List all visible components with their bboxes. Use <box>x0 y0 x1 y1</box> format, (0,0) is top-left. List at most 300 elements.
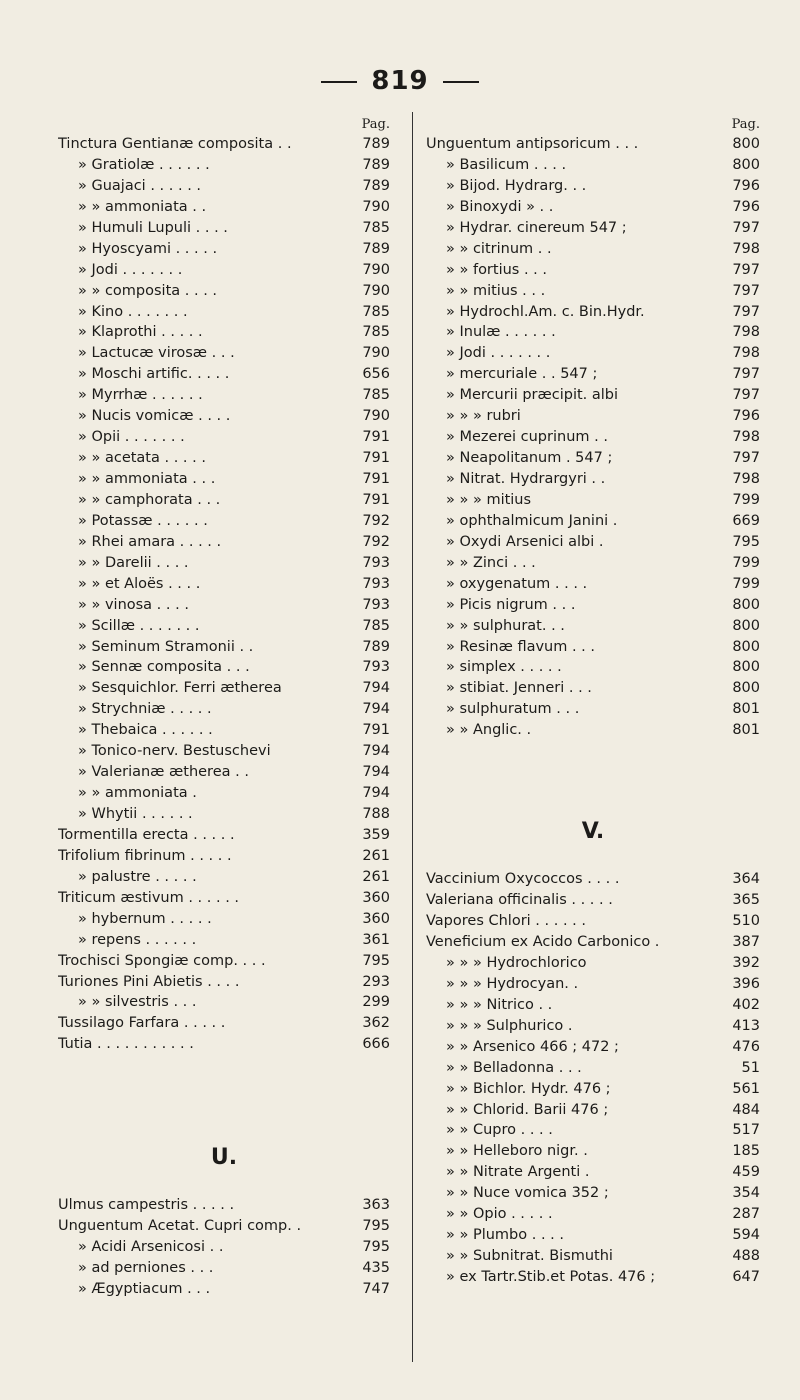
entry-text: » » Opio . . . . . <box>446 1206 553 1223</box>
page-number: 819 <box>371 66 429 96</box>
entry-text: » » Zinci . . . <box>446 554 536 571</box>
entry-page: 795 <box>362 952 390 969</box>
index-entry <box>58 239 390 260</box>
entry-text: » Lactucæ virosæ . . . <box>78 345 235 362</box>
index-entry <box>58 343 390 364</box>
index-entry <box>58 197 390 218</box>
index-entry <box>58 1195 390 1216</box>
index-entry <box>426 1120 760 1141</box>
entry-page: 789 <box>362 638 390 655</box>
entry-text: » » Arsenico 466 ; 472 ; <box>446 1038 619 1055</box>
entry-page: 798 <box>732 324 760 341</box>
entry-text: » » » rubri <box>446 408 521 425</box>
index-entry <box>58 888 390 909</box>
index-entry <box>58 406 390 427</box>
entry-text: » Tonico-nerv. Bestuschevi <box>78 743 271 760</box>
entry-page: 360 <box>362 910 390 927</box>
entry-page: 794 <box>362 701 390 718</box>
index-entry <box>58 281 390 302</box>
column-divider <box>412 112 413 1362</box>
entry-page: 396 <box>732 975 760 992</box>
entry-page: 797 <box>732 387 760 404</box>
entry-page: 800 <box>732 680 760 697</box>
index-entry <box>58 846 390 867</box>
index-entry <box>58 490 390 511</box>
index-entry <box>58 260 390 281</box>
entry-text: » Hydrochl.Am. c. Bin.Hydr. <box>446 303 645 320</box>
entry-page: 392 <box>732 954 760 971</box>
index-entry <box>426 1037 760 1058</box>
entry-text: » oxygenatum . . . . <box>446 575 588 592</box>
entry-text: Tussilago Farfara . . . . . <box>58 1015 226 1032</box>
entry-page: 797 <box>732 303 760 320</box>
entry-page: 795 <box>362 1218 390 1235</box>
entry-page: 790 <box>362 282 390 299</box>
index-entry <box>58 532 390 553</box>
entry-text: » Klaprothi . . . . . <box>78 324 203 341</box>
index-entry <box>58 134 390 155</box>
entry-text: » Nitrat. Hydrargyri . . <box>446 471 606 487</box>
index-entry <box>58 1216 390 1237</box>
entry-text: » Jodi . . . . . . . <box>446 345 551 362</box>
entry-text: » Sesquichlor. Ferri ætherea <box>78 680 282 697</box>
entry-text: » Rhei amara . . . . . <box>78 533 222 550</box>
entry-page: 517 <box>732 1122 760 1139</box>
index-entry <box>58 992 390 1013</box>
entry-text: » ex Tartr.Stib.et Potas. 476 ; <box>446 1269 656 1285</box>
index-entry <box>426 911 760 932</box>
entry-text: » » Darelii . . . . <box>78 554 189 571</box>
index-entry <box>426 302 760 323</box>
index-entry <box>58 302 390 323</box>
entry-page: 789 <box>362 240 390 257</box>
entry-text: » Myrrhæ . . . . . . <box>78 387 203 404</box>
index-entry <box>426 616 760 637</box>
entry-page: 359 <box>362 826 390 843</box>
entry-text: » Guajaci . . . . . . <box>78 177 202 194</box>
index-entry <box>58 720 390 741</box>
right-entries-2 <box>426 869 760 1288</box>
entry-text: » Thebaica . . . . . . <box>78 722 213 739</box>
index-entry <box>58 972 390 993</box>
header-dash-right <box>443 81 479 83</box>
entry-text: » Hydrar. cinereum 547 ; <box>446 219 627 236</box>
entry-text: » » fortius . . . <box>446 261 548 278</box>
entry-page: 666 <box>362 1036 390 1053</box>
entry-page: 785 <box>362 219 390 236</box>
index-entry <box>58 364 390 385</box>
index-entry <box>426 532 760 553</box>
index-entry <box>58 176 390 197</box>
entry-text: Unguentum antipsoricum . . . <box>426 136 639 152</box>
index-entry <box>426 176 760 197</box>
index-entry <box>426 1246 760 1267</box>
entry-page: 789 <box>362 177 390 194</box>
index-entry <box>426 932 760 953</box>
entry-page: 792 <box>362 512 390 529</box>
index-entry <box>426 869 760 890</box>
index-entry <box>58 951 390 972</box>
index-entry <box>426 281 760 302</box>
entry-text: » » silvestris . . . <box>78 994 197 1011</box>
entry-text: » » Anglic. . <box>446 722 532 739</box>
entry-page: 364 <box>732 871 760 888</box>
entry-page: 488 <box>732 1248 760 1265</box>
entry-page: 799 <box>732 575 760 592</box>
entry-page: 797 <box>732 366 760 383</box>
entry-page: 791 <box>362 471 390 487</box>
entry-text: » Inulæ . . . . . . <box>446 324 556 341</box>
entry-page: 796 <box>732 408 760 425</box>
entry-page: 785 <box>362 617 390 634</box>
entry-page: 798 <box>732 471 760 487</box>
entry-text: » Seminum Stramonii . . <box>78 638 254 655</box>
entry-text: » » vinosa . . . . <box>78 596 189 613</box>
entry-page: 476 <box>732 1038 760 1055</box>
entry-page: 797 <box>732 219 760 236</box>
index-entry <box>426 1141 760 1162</box>
entry-page: 510 <box>732 913 760 930</box>
index-entry <box>426 1225 760 1246</box>
entry-text: Valeriana officinalis . . . . . <box>426 892 613 909</box>
entry-text: » simplex . . . . . <box>446 659 562 676</box>
entry-page: 791 <box>362 450 390 467</box>
entry-page: 484 <box>732 1101 760 1118</box>
entry-page: 801 <box>732 722 760 739</box>
entry-text: » ad perniones . . . <box>78 1260 214 1277</box>
entry-text: Veneficium ex Acido Carbonico . <box>426 934 660 950</box>
entry-page: 365 <box>732 892 760 909</box>
index-entry <box>58 616 390 637</box>
entry-page: 791 <box>362 429 390 446</box>
index-entry <box>58 930 390 951</box>
entry-text: » » ammoniata . . . <box>78 471 216 487</box>
index-entry <box>426 511 760 532</box>
index-entry <box>58 469 390 490</box>
entry-page: 793 <box>362 596 390 613</box>
entry-text: » » ammoniata . <box>78 785 197 802</box>
entry-text: Tormentilla erecta . . . . . <box>58 826 235 843</box>
index-entry <box>58 1013 390 1034</box>
index-entry <box>58 574 390 595</box>
index-entry <box>426 260 760 281</box>
index-entry <box>426 1058 760 1079</box>
index-entry <box>426 657 760 678</box>
entry-text: » » Chlorid. Barii 476 ; <box>446 1101 609 1118</box>
entry-text: » Neapolitanum . 547 ; <box>446 450 613 467</box>
index-entry <box>58 595 390 616</box>
entry-page: 801 <box>732 701 760 718</box>
entry-page: 360 <box>362 889 390 906</box>
entry-page: 793 <box>362 575 390 592</box>
entry-text: » » sulphurat. . . <box>446 617 565 634</box>
entry-text: » » Belladonna . . . <box>446 1059 582 1076</box>
entry-text: » » » Nitrico . . <box>446 996 553 1013</box>
entry-page: 402 <box>732 996 760 1013</box>
index-entry <box>426 678 760 699</box>
entry-page: 299 <box>362 994 390 1011</box>
entry-page: 387 <box>732 934 760 950</box>
entry-page: 793 <box>362 659 390 676</box>
entry-text: Ulmus campestris . . . . . <box>58 1197 235 1214</box>
index-entry <box>58 155 390 176</box>
entry-page: 363 <box>362 1197 390 1214</box>
entry-text: » stibiat. Jenneri . . . <box>446 680 592 697</box>
entry-page: 794 <box>362 785 390 802</box>
entry-text: » sulphuratum . . . <box>446 701 580 718</box>
right-spacer <box>426 741 760 793</box>
entry-page: 354 <box>732 1185 760 1202</box>
entry-text: » » Helleboro nigr. . <box>446 1143 588 1160</box>
entry-text: » » ammoniata . . <box>78 198 207 215</box>
entry-page: 261 <box>362 868 390 885</box>
entry-text: » Gratiolæ . . . . . . <box>78 156 210 173</box>
page-header <box>0 66 800 96</box>
index-entry <box>426 364 760 385</box>
index-entry <box>426 406 760 427</box>
entry-page: 800 <box>732 156 760 173</box>
entry-page: 789 <box>362 156 390 173</box>
entry-page: 796 <box>732 198 760 215</box>
left-column <box>58 116 390 1300</box>
entry-text: » Sennæ composita . . . <box>78 659 250 676</box>
index-entry <box>426 574 760 595</box>
index-entry <box>426 553 760 574</box>
left-entries <box>58 134 390 1055</box>
index-entry <box>426 699 760 720</box>
entry-page: 798 <box>732 240 760 257</box>
entry-page: 261 <box>362 847 390 864</box>
entry-page: 435 <box>362 1260 390 1277</box>
entry-text: » Basilicum . . . . <box>446 156 567 173</box>
index-entry <box>426 890 760 911</box>
index-entry <box>58 322 390 343</box>
pag-label-left: Pag. <box>361 117 390 132</box>
index-entry <box>58 825 390 846</box>
entry-page: 185 <box>732 1143 760 1160</box>
entry-text: » » » mitius <box>446 491 532 508</box>
left-entries-2 <box>58 1195 390 1300</box>
entry-text: » » composita . . . . <box>78 282 218 299</box>
section-letter-u: U. <box>210 1145 238 1171</box>
entry-page: 794 <box>362 743 390 760</box>
index-entry <box>426 1079 760 1100</box>
entry-text: » ophthalmicum Janini . <box>446 512 618 529</box>
entry-page: 790 <box>362 261 390 278</box>
index-entry <box>58 1034 390 1055</box>
entry-text: » Scillæ . . . . . . . <box>78 617 200 634</box>
entry-text: » Ægyptiacum . . . <box>78 1281 211 1297</box>
entry-page: 797 <box>732 261 760 278</box>
index-entry <box>426 1204 760 1225</box>
entry-page: 413 <box>732 1017 760 1034</box>
entry-text: Unguentum Acetat. Cupri comp. . <box>58 1218 302 1235</box>
entry-text: Trifolium fibrinum . . . . . <box>58 847 232 864</box>
index-entry <box>58 448 390 469</box>
entry-page: 293 <box>362 973 390 990</box>
entry-page: 800 <box>732 659 760 676</box>
entry-text: Tutia . . . . . . . . . . . <box>58 1036 194 1053</box>
entry-text: » » Cupro . . . . <box>446 1122 553 1139</box>
index-entry <box>58 427 390 448</box>
index-entry <box>426 490 760 511</box>
entry-page: 794 <box>362 680 390 697</box>
entry-text: » » camphorata . . . <box>78 491 221 508</box>
index-entry <box>426 218 760 239</box>
entry-page: 459 <box>732 1164 760 1181</box>
index-entry <box>426 1016 760 1037</box>
entry-text: » Resinæ flavum . . . <box>446 638 596 655</box>
entry-page: 362 <box>362 1015 390 1032</box>
entry-page: 791 <box>362 491 390 508</box>
section-letter-v: V. <box>581 819 605 845</box>
index-entry <box>426 1162 760 1183</box>
entry-page: 791 <box>362 722 390 739</box>
entry-page: 747 <box>362 1281 390 1297</box>
index-entry <box>426 385 760 406</box>
index-entry <box>426 197 760 218</box>
entry-page: 287 <box>732 1206 760 1223</box>
entry-page: 647 <box>732 1269 760 1285</box>
index-entry <box>58 867 390 888</box>
entry-text: » Kino . . . . . . . <box>78 303 188 320</box>
entry-page: 790 <box>362 408 390 425</box>
index-entry <box>58 741 390 762</box>
index-entry <box>426 427 760 448</box>
index-entry <box>426 974 760 995</box>
entry-page: 798 <box>732 429 760 446</box>
entry-text: » » citrinum . . <box>446 240 552 257</box>
entry-text: » Jodi . . . . . . . <box>78 261 183 278</box>
entry-page: 669 <box>732 512 760 529</box>
entry-text: » Opii . . . . . . . <box>78 429 185 446</box>
entry-page: 594 <box>732 1227 760 1244</box>
entry-text: » Oxydi Arsenici albi . <box>446 533 604 550</box>
entry-page: 561 <box>732 1080 760 1097</box>
index-entry <box>426 134 760 155</box>
left-spacer <box>58 1055 390 1119</box>
entry-page: 361 <box>362 931 390 948</box>
index-entry <box>58 909 390 930</box>
entry-page: 798 <box>732 345 760 362</box>
entry-text: » Humuli Lupuli . . . . <box>78 219 228 236</box>
index-entry <box>58 762 390 783</box>
entry-text: Vapores Chlori . . . . . . <box>426 913 586 930</box>
index-entry <box>58 678 390 699</box>
index-entry <box>58 699 390 720</box>
entry-text: Trochisci Spongiæ comp. . . . <box>58 952 266 969</box>
entry-page: 785 <box>362 387 390 404</box>
entry-text: » » » Hydrocyan. . <box>446 975 579 992</box>
index-entry <box>58 637 390 658</box>
entry-text: » » » Hydrochlorico <box>446 954 587 971</box>
entry-text: » » » Sulphurico . <box>446 1017 573 1034</box>
entry-text: » » mitius . . . <box>446 282 546 299</box>
entry-text: » Potassæ . . . . . . <box>78 512 208 529</box>
index-entry <box>58 218 390 239</box>
entry-page: 785 <box>362 303 390 320</box>
entry-text: » » Bichlor. Hydr. 476 ; <box>446 1080 611 1097</box>
index-entry <box>58 385 390 406</box>
index-entry <box>426 995 760 1016</box>
entry-text: » Moschi artific. . . . . <box>78 366 230 383</box>
entry-text: » Nucis vomicæ . . . . <box>78 408 231 425</box>
entry-text: » Bijod. Hydrarg. . . <box>446 177 587 194</box>
entry-text: » Mezerei cuprinum . . <box>446 429 608 446</box>
index-entry <box>426 239 760 260</box>
index-entry <box>426 155 760 176</box>
entry-text: Tinctura Gentianæ composita . . <box>58 136 292 152</box>
entry-text: » Hyoscyami . . . . . <box>78 240 218 257</box>
index-entry <box>426 1267 760 1288</box>
entry-text: » » Subnitrat. Bismuthi <box>446 1248 613 1265</box>
entry-text: » Valerianæ ætherea . . <box>78 764 249 781</box>
entry-page: 800 <box>732 596 760 613</box>
pag-label-right: Pag. <box>731 117 760 132</box>
entry-text: » » Nitrate Argenti . <box>446 1164 590 1181</box>
entry-text: » hybernum . . . . . <box>78 910 212 927</box>
entry-text: » Whytii . . . . . . <box>78 806 193 822</box>
index-entry <box>426 953 760 974</box>
entry-text: » Picis nigrum . . . <box>446 596 576 613</box>
entry-text: » » et Aloës . . . . <box>78 575 201 592</box>
entry-text: Triticum æstivum . . . . . . <box>58 889 240 906</box>
entry-text: » Strychniæ . . . . . <box>78 701 212 718</box>
entry-text: » palustre . . . . . <box>78 868 197 885</box>
entry-page: 797 <box>732 450 760 467</box>
index-entry <box>426 322 760 343</box>
entry-text: » » Nuce vomica 352 ; <box>446 1185 609 1202</box>
entry-page: 785 <box>362 324 390 341</box>
index-entry <box>426 343 760 364</box>
entry-text: » Mercurii præcipit. albi <box>446 387 619 404</box>
entry-text: » Acidi Arsenicosi . . <box>78 1239 224 1256</box>
entry-text: » Binoxydi » . . <box>446 198 554 215</box>
entry-text: » repens . . . . . . <box>78 931 197 948</box>
index-entry <box>426 1100 760 1121</box>
entry-page: 793 <box>362 554 390 571</box>
entry-page: 656 <box>362 366 390 383</box>
index-entry <box>58 783 390 804</box>
entry-page: 790 <box>362 198 390 215</box>
right-entries <box>426 134 760 741</box>
entry-page: 800 <box>732 136 760 152</box>
index-entry <box>426 448 760 469</box>
entry-text: Turiones Pini Abietis . . . . <box>58 973 240 990</box>
index-entry <box>58 1237 390 1258</box>
entry-page: 796 <box>732 177 760 194</box>
entry-page: 797 <box>732 282 760 299</box>
entry-text: Vaccinium Oxycoccos . . . . <box>426 871 620 888</box>
entry-text: » mercuriale . . 547 ; <box>446 366 598 383</box>
index-entry <box>426 637 760 658</box>
index-entry <box>58 553 390 574</box>
index-entry <box>58 1279 390 1300</box>
index-entry <box>426 720 760 741</box>
index-entry <box>58 804 390 825</box>
entry-page: 800 <box>732 638 760 655</box>
entry-page: 795 <box>362 1239 390 1256</box>
entry-page: 789 <box>362 136 390 152</box>
index-entry <box>58 657 390 678</box>
entry-text: » » Plumbo . . . . <box>446 1227 564 1244</box>
entry-page: 790 <box>362 345 390 362</box>
entry-page: 792 <box>362 533 390 550</box>
entry-page: 800 <box>732 617 760 634</box>
index-entry <box>426 469 760 490</box>
entry-page: 794 <box>362 764 390 781</box>
entry-text: » » acetata . . . . . <box>78 450 206 467</box>
